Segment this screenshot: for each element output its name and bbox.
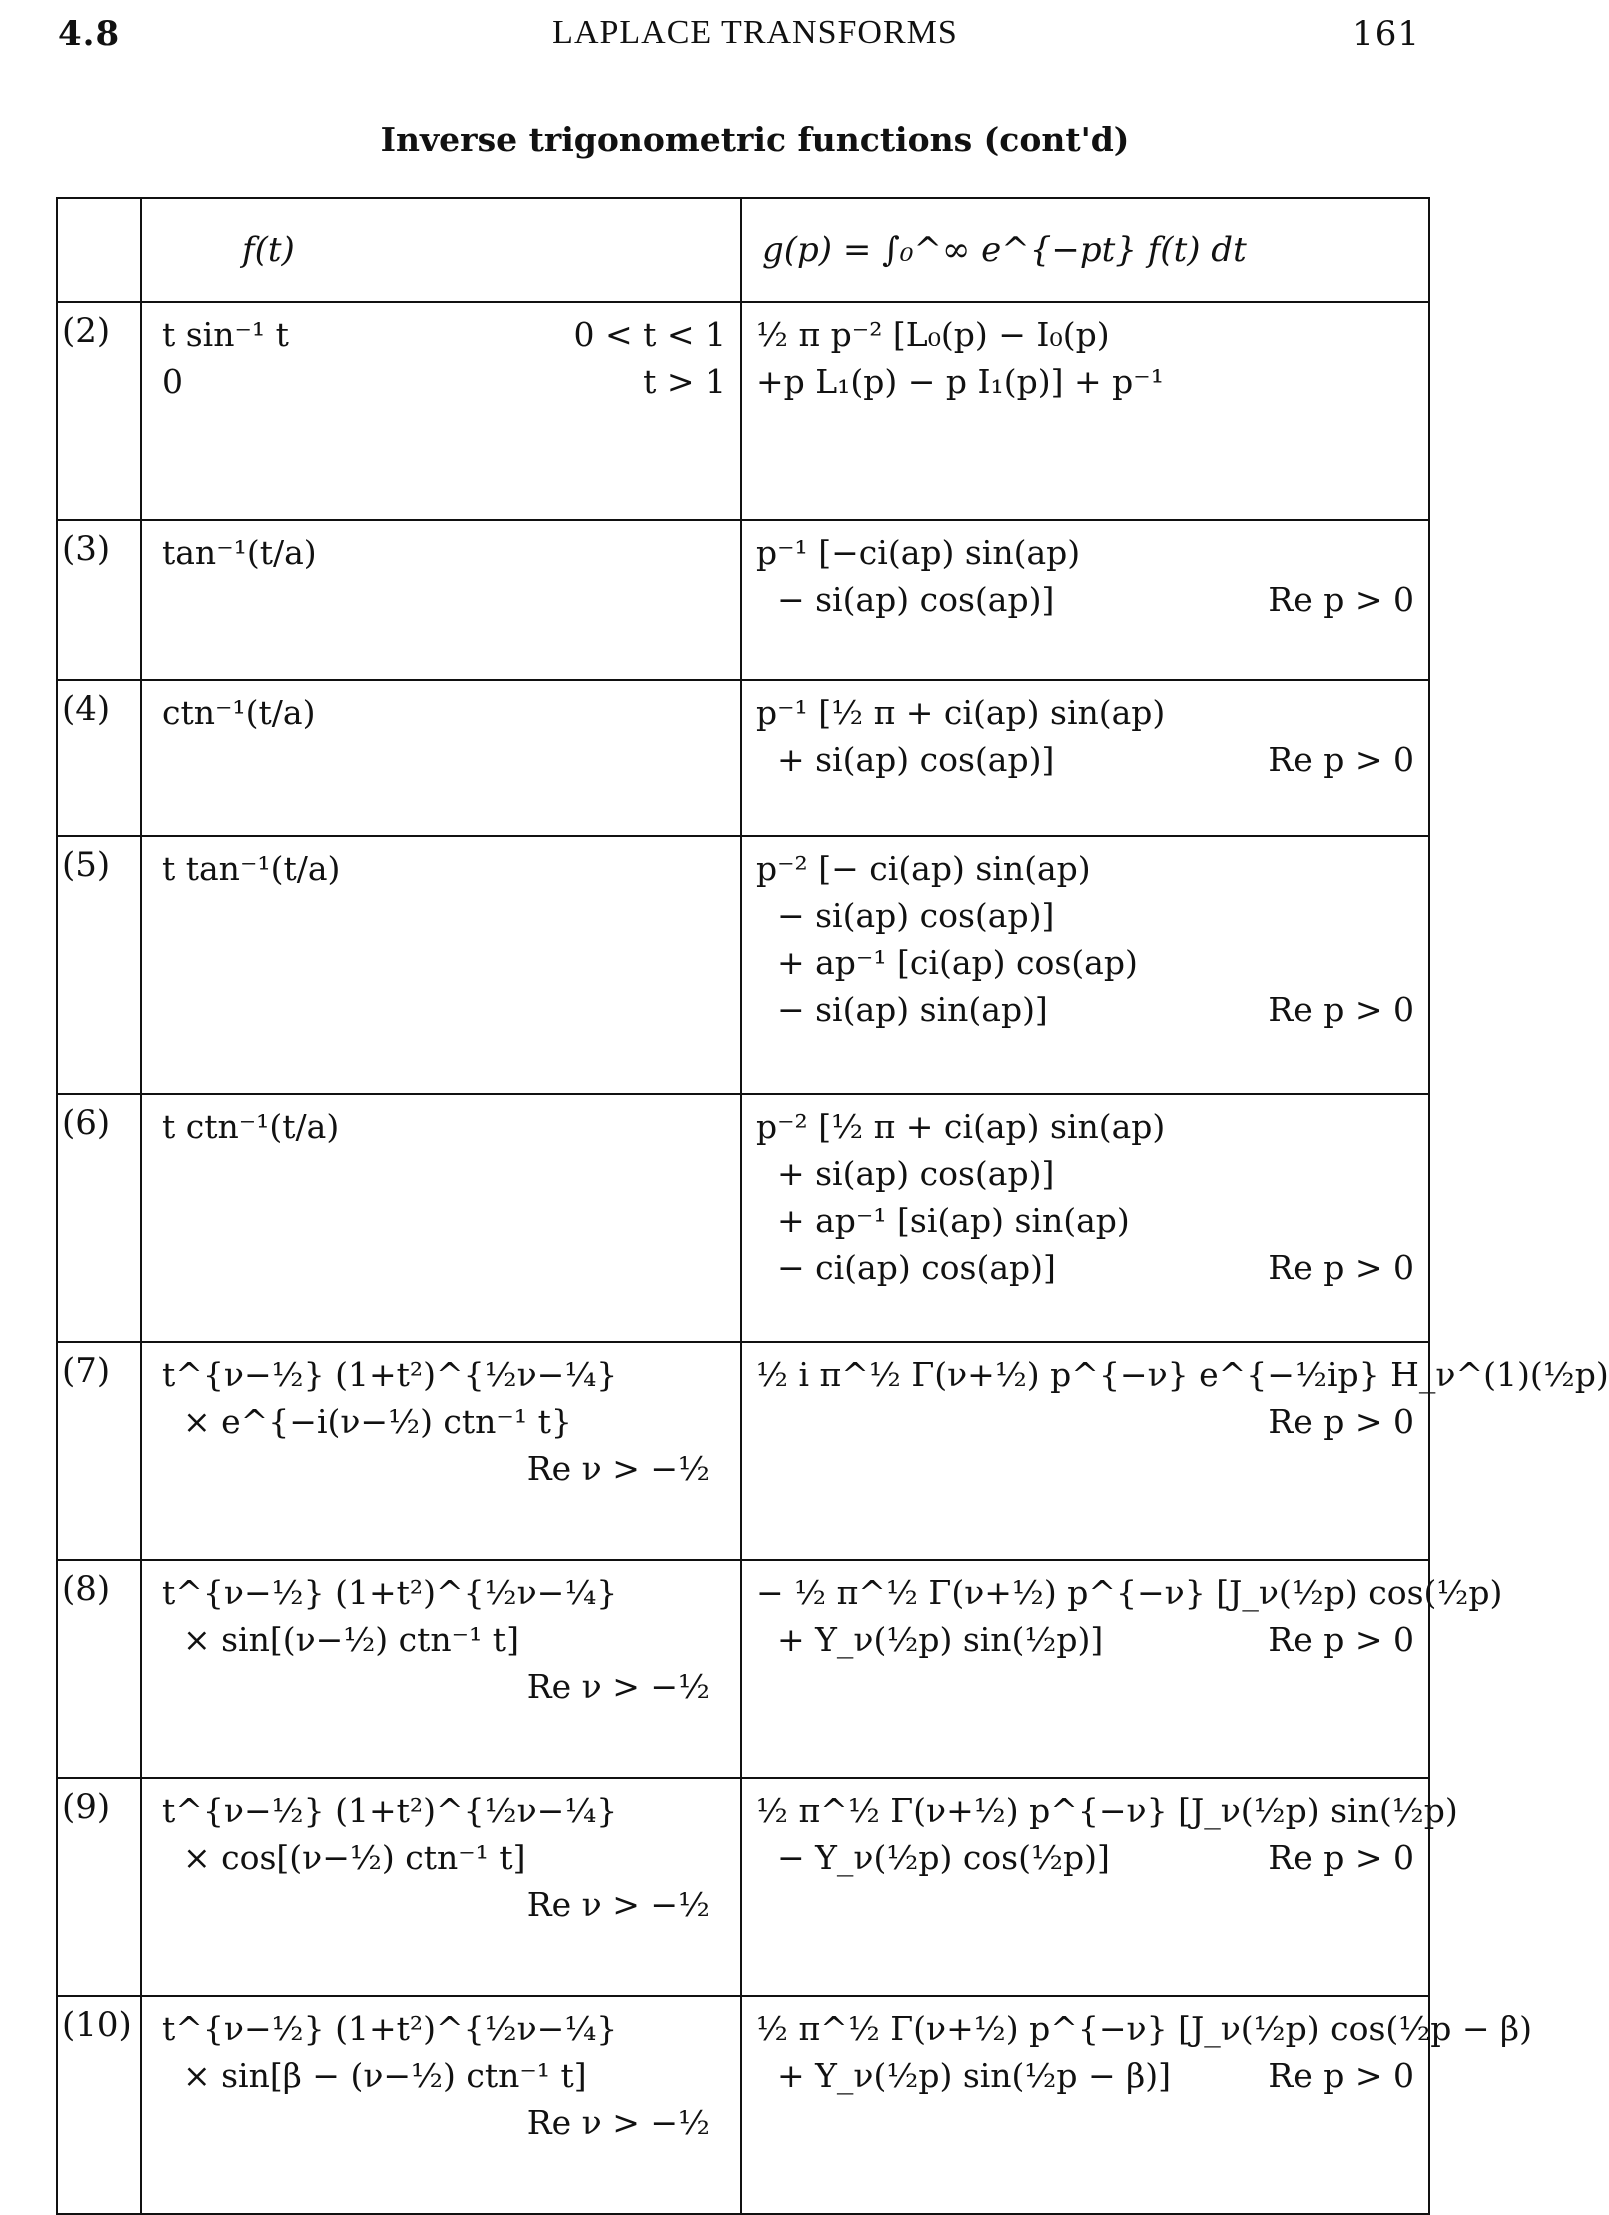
g-expression	[742, 681, 1428, 783]
f-line: t^{ν−½} (1+t²)^{½ν−¼}	[162, 1355, 618, 1394]
row-label-cell	[57, 1094, 141, 1342]
g-cell	[741, 302, 1429, 520]
table-row	[57, 1342, 1429, 1560]
row-label: (9)	[62, 1787, 111, 1827]
f-line: tan⁻¹(t/a)	[162, 533, 317, 572]
g-line: p⁻² [− ci(ap) sin(ap)	[756, 849, 1091, 888]
g-cell	[741, 1560, 1503, 1778]
f-expression	[142, 681, 740, 736]
f-line: ctn⁻¹(t/a)	[162, 693, 316, 732]
header-label-cell	[57, 198, 141, 302]
f-line: × cos[(ν−½) ctn⁻¹ t]	[162, 1838, 526, 1877]
g-expression	[742, 1095, 1428, 1291]
f-condition: Re ν > −½	[526, 1667, 710, 1706]
f-line: t tan⁻¹(t/a)	[162, 849, 341, 888]
g-cell	[741, 1778, 1458, 1996]
f-expression	[142, 837, 740, 892]
row-label: (8)	[62, 1569, 111, 1609]
header-g: g(p) = ∫₀^∞ e^{−pt} f(t) dt	[762, 230, 1247, 270]
g-cell	[741, 520, 1429, 680]
row-label-cell	[57, 680, 141, 836]
f-cell	[141, 836, 741, 1094]
row-label-cell	[57, 1560, 141, 1778]
running-title: LAPLACE TRANSFORMS	[552, 14, 958, 51]
row-label-cell	[57, 1342, 141, 1560]
table-row	[57, 680, 1429, 836]
g-line: − si(ap) cos(ap)]	[756, 896, 1055, 935]
header-g-cell	[741, 198, 1429, 302]
f-line: t^{ν−½} (1+t²)^{½ν−¼}	[162, 1573, 618, 1612]
g-line: + si(ap) cos(ap)]	[756, 740, 1055, 779]
f-expression	[142, 1779, 740, 1928]
g-line: − si(ap) sin(ap)]	[756, 990, 1048, 1029]
g-line: + Y_ν(½p) sin(½p)]	[756, 1620, 1104, 1659]
g-expression	[742, 1561, 1503, 1663]
f-cell	[141, 1778, 741, 1996]
page-number: 161	[1352, 14, 1420, 54]
row-label: (4)	[62, 689, 111, 729]
row-label: (2)	[62, 311, 111, 351]
g-line: + si(ap) cos(ap)]	[756, 1154, 1055, 1193]
g-condition: Re p > 0	[1268, 1838, 1414, 1877]
row-label-cell	[57, 520, 141, 680]
g-expression	[742, 303, 1428, 405]
g-line: − si(ap) cos(ap)]	[756, 580, 1055, 619]
f-condition: 0 < t < 1	[573, 315, 726, 354]
g-line: − ci(ap) cos(ap)]	[756, 1248, 1056, 1287]
g-expression	[742, 1343, 1609, 1441]
f-cell	[141, 1996, 741, 2214]
f-line: t^{ν−½} (1+t²)^{½ν−¼}	[162, 1791, 618, 1830]
g-cell	[741, 1342, 1609, 1560]
table-row	[57, 1996, 1429, 2214]
row-label: (10)	[62, 2005, 132, 2045]
f-line: × sin[(ν−½) ctn⁻¹ t]	[162, 1620, 519, 1659]
f-cell	[141, 1342, 741, 1560]
g-line: + Y_ν(½p) sin(½p − β)]	[756, 2056, 1171, 2095]
g-condition: Re p > 0	[1268, 990, 1414, 1029]
row-label: (7)	[62, 1351, 111, 1391]
f-cell	[141, 520, 741, 680]
g-cell	[741, 836, 1429, 1094]
f-cell	[141, 1560, 741, 1778]
g-line: p⁻¹ [½ π + ci(ap) sin(ap)	[756, 693, 1166, 732]
f-cell	[141, 1094, 741, 1342]
g-line: + ap⁻¹ [ci(ap) cos(ap)	[756, 943, 1138, 982]
g-condition: Re p > 0	[1268, 1248, 1414, 1287]
f-line: × e^{−i(ν−½) ctn⁻¹ t}	[162, 1402, 572, 1441]
f-condition: Re ν > −½	[526, 2103, 710, 2142]
f-line: t^{ν−½} (1+t²)^{½ν−¼}	[162, 2009, 618, 2048]
f-line: t ctn⁻¹(t/a)	[162, 1107, 340, 1146]
table-row	[57, 302, 1429, 520]
f-expression	[142, 1997, 740, 2146]
f-condition: t > 1	[643, 362, 726, 401]
transform-table	[56, 197, 1609, 2215]
g-line: + ap⁻¹ [si(ap) sin(ap)	[756, 1201, 1130, 1240]
g-line: +p L₁(p) − p I₁(p)] + p⁻¹	[756, 362, 1164, 401]
g-condition: Re p > 0	[1268, 2056, 1414, 2095]
section-number: 4.8	[58, 14, 121, 54]
table-row	[57, 836, 1429, 1094]
row-label-cell	[57, 302, 141, 520]
g-line: p⁻¹ [−ci(ap) sin(ap)	[756, 533, 1081, 572]
row-label-cell	[57, 1778, 141, 1996]
g-line: ½ π p⁻² [L₀(p) − I₀(p)	[756, 315, 1110, 354]
f-expression	[142, 303, 740, 405]
row-label-cell	[57, 836, 141, 1094]
f-expression	[142, 521, 740, 576]
f-line: t sin⁻¹ t	[162, 315, 289, 354]
f-cell	[141, 302, 741, 520]
g-condition: Re p > 0	[1268, 580, 1414, 619]
f-expression	[142, 1561, 740, 1710]
table-caption: Inverse trigonometric functions (cont'd)	[380, 120, 1130, 159]
f-cell	[141, 680, 741, 836]
g-line: ½ i π^½ Γ(ν+½) p^{−ν} e^{−½ip} H_ν^(1)(½p)	[756, 1355, 1609, 1394]
g-line: − ½ π^½ Γ(ν+½) p^{−ν} [J_ν(½p) cos(½p)	[756, 1573, 1503, 1612]
header-f: f(t)	[242, 230, 295, 270]
row-label: (3)	[62, 529, 111, 569]
g-expression	[742, 1779, 1458, 1881]
row-label: (5)	[62, 845, 111, 885]
f-condition: Re ν > −½	[526, 1449, 710, 1488]
g-cell	[741, 1996, 1532, 2214]
g-expression	[742, 837, 1428, 1033]
table-row	[57, 1094, 1429, 1342]
row-label-cell	[57, 1996, 141, 2214]
g-cell	[741, 1094, 1429, 1342]
f-expression	[142, 1095, 740, 1150]
g-expression	[742, 521, 1428, 623]
g-line: ½ π^½ Γ(ν+½) p^{−ν} [J_ν(½p) sin(½p)	[756, 1791, 1458, 1830]
g-condition: Re p > 0	[1268, 740, 1414, 779]
g-condition: Re p > 0	[1268, 1402, 1414, 1441]
f-expression	[142, 1343, 740, 1492]
g-expression	[742, 1997, 1532, 2099]
table-row	[57, 1560, 1429, 1778]
f-line: 0	[162, 362, 183, 401]
row-label: (6)	[62, 1103, 111, 1143]
f-line: × sin[β − (ν−½) ctn⁻¹ t]	[162, 2056, 587, 2095]
g-line: p⁻² [½ π + ci(ap) sin(ap)	[756, 1107, 1166, 1146]
g-condition: Re p > 0	[1268, 1620, 1414, 1659]
g-cell	[741, 680, 1429, 836]
table-row	[57, 520, 1429, 680]
g-line: − Y_ν(½p) cos(½p)]	[756, 1838, 1110, 1877]
g-line: ½ π^½ Γ(ν+½) p^{−ν} [J_ν(½p) cos(½p − β)	[756, 2009, 1532, 2048]
table-row	[57, 1778, 1429, 1996]
header-f-cell	[141, 198, 741, 302]
f-condition: Re ν > −½	[526, 1885, 710, 1924]
table-header-row	[57, 198, 1429, 302]
